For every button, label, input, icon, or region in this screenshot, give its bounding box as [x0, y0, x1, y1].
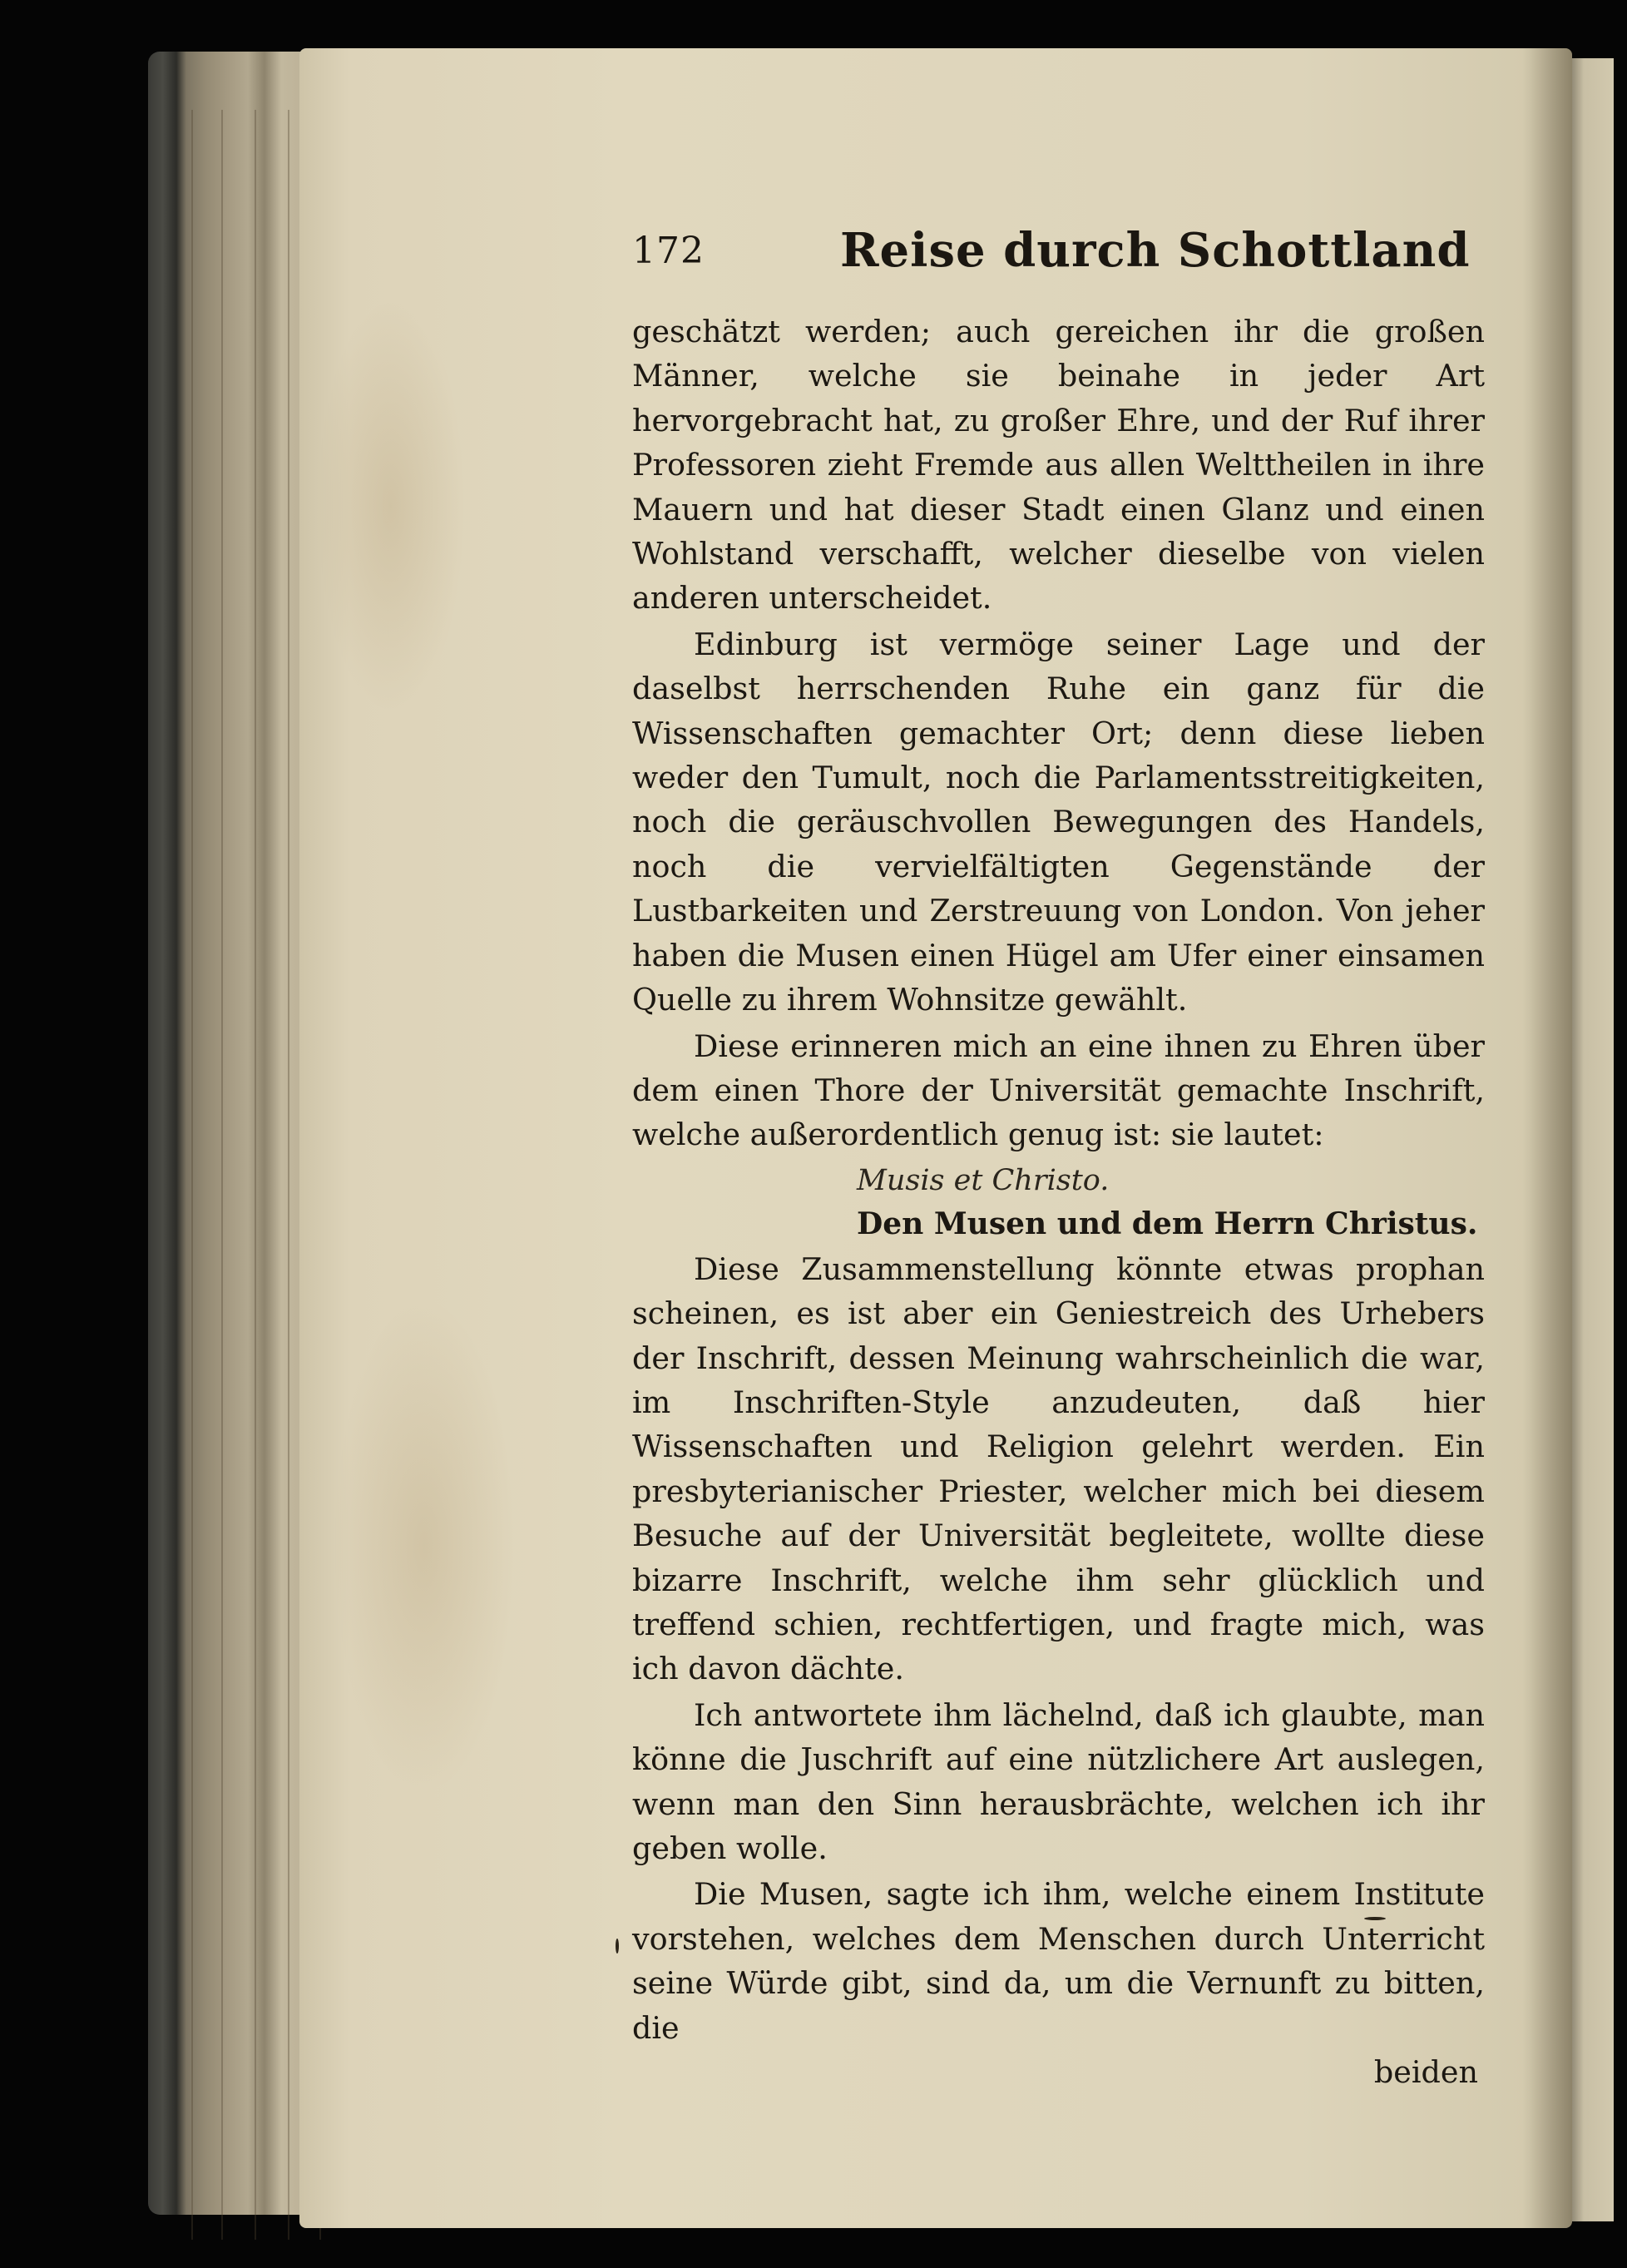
paper-stain: [316, 298, 466, 714]
ink-mark: [616, 1939, 619, 1954]
paragraph: geschätzt werden; auch gereichen ihr die großen Männer, welche sie beinahe in jeder Art hervorgebracht hat, zu großer Ehre, und der Ruf ihrer Professoren zieht Fremde aus allen Welttheilen in ihre Mauern und hat dieser Stadt einen Glanz und einen Wohlstand verschafft, welcher dieselbe von vielen anderen unterscheidet.: [632, 314, 1485, 617]
page-edge-line: [288, 110, 289, 2240]
paragraph: Die Musen, sagte ich ihm, welche einem Institute vorstehen, welches dem Menschen durch Unterricht seine Würde gibt, sind da, um die Vernunft zu bitten, die: [632, 1876, 1485, 2046]
paragraph: Diese Zusammenstellung könnte etwas prophan scheinen, es ist aber ein Geniestreich des Urhebers der Inschrift, dessen Meinung wahrscheinlich die war, im Inschriften-Style anzudeuten, daß hier Wissenschaften und Religion gelehrt werden. Ein presbyterianischer Priester, welcher mich bei diesem Besuche auf der Universität begleitete, wollte diese bizarre Inschrift, welche ihm sehr glücklich und treffend schien, rechtfertigen, und fragte mich, was ich davon dächte.: [632, 1250, 1485, 1687]
page-body: [632, 309, 1485, 2094]
inscription-latin: Musis et Christo.: [857, 1163, 1110, 1197]
paragraph: Diese erinneren mich an eine ihnen zu Ehren über dem einen Thore der Universität gemachte Inschrift, welche außerordentlich genug ist: sie lautet:: [632, 1028, 1485, 1153]
paper-stain: [333, 1296, 516, 1795]
page-edge-line: [191, 110, 193, 2240]
page-edge-line: [221, 110, 223, 2240]
page-number: 172: [632, 230, 705, 272]
inscription-german: Den Musen und dem Herrn Christus.: [857, 1206, 1478, 1241]
page-header: [632, 223, 1506, 290]
catchword: beiden: [1373, 2054, 1478, 2091]
paragraph: Edinburg ist vermöge seiner Lage und der daselbst herrschenden Ruhe ein ganz für die Wissenschaften gemachter Ort; denn diese lieben weder den Tumult, noch die Parlamentsstreitigkeiten, noch die geräuschvollen Bewegungen des Handels, noch die vervielfältigten Gegenstände der Lustbarkeiten und Zerstreuung von London. Von jeher haben die Musen einen Hügel am Ufer einer einsamen Quelle zu ihrem Wohnsitze gewählt.: [632, 626, 1485, 1018]
running-head: Reise durch Schottland: [840, 223, 1471, 278]
page-edge-line: [255, 110, 256, 2240]
gutter-shadow: [1522, 48, 1572, 2228]
paragraph: Ich antwortete ihm lächelnd, daß ich glaubte, man könne die Juschrift auf eine nützlichere Art auslegen, wenn man den Sinn herausbrächte, welchen ich ihr geben wolle.: [632, 1696, 1485, 1866]
ink-mark: [1364, 1917, 1386, 1920]
